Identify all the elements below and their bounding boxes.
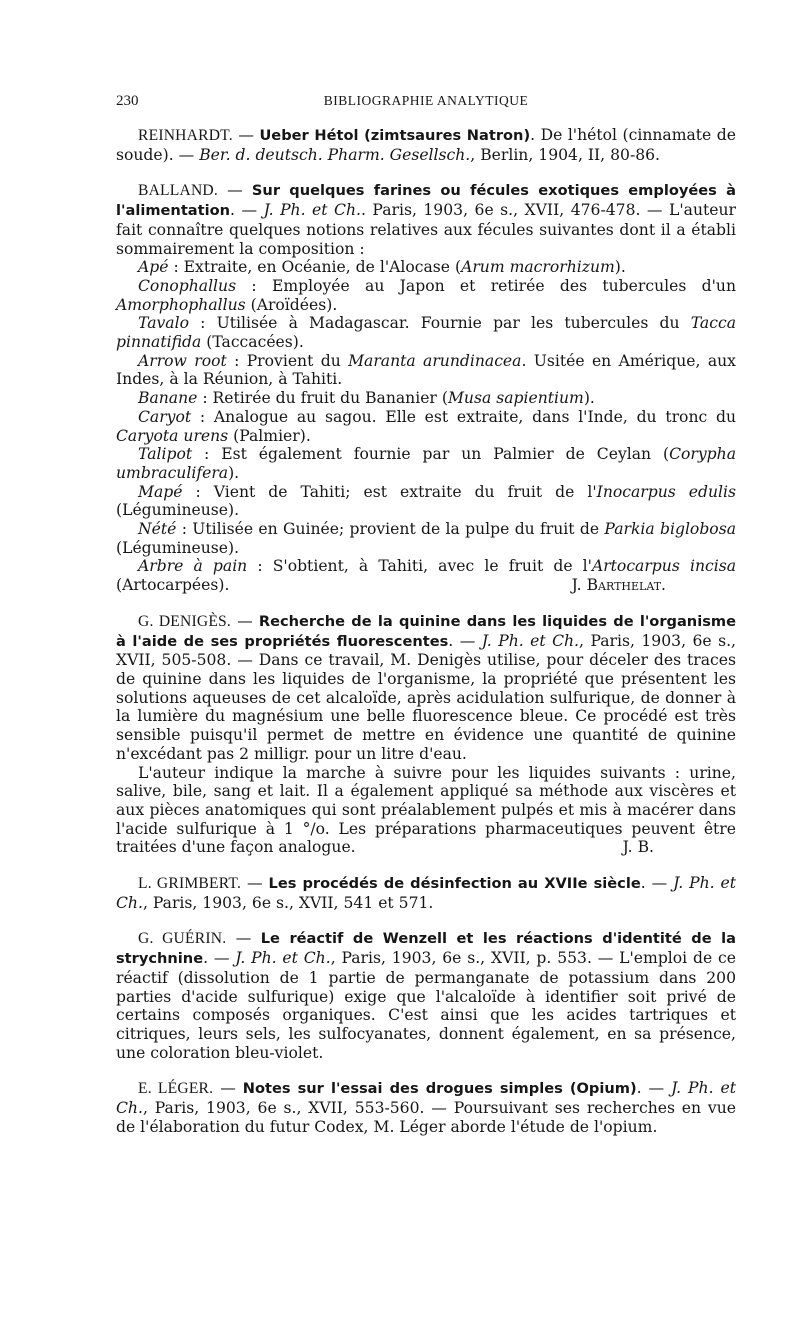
entry-author: L. GRIMBERT. [138, 875, 242, 893]
entry-author: REINHARDT. [138, 127, 233, 144]
item-name: Mapé [138, 482, 183, 501]
item-latin: Artocarpus incisa [591, 557, 737, 576]
separator: . — [636, 1079, 672, 1098]
list-item [116, 277, 736, 314]
item-text: ). [228, 463, 240, 482]
separator: . — [230, 201, 264, 220]
item-text: : S'obtient, à Tahiti, avec le fruit de l' [247, 557, 592, 576]
entry-author: G. GUÉRIN. [138, 930, 227, 948]
entry-title: Le réactif de Wenzell et les réactions d'identité de la strychnine [116, 930, 736, 968]
list-item [116, 557, 736, 594]
entry-text: , Paris, 1903, 6e s., XVII, 541 et 571. [142, 893, 434, 912]
separator: . — [448, 631, 482, 650]
entry-text: . Paris, 1903, 6e s., XVII, 476-478. — L'auteur fait connaître quelques notions relatives aux fécules suivantes dont il a établi sommairement la composition : [116, 201, 736, 258]
item-text: (Taccacées). [201, 333, 304, 352]
item-text: ). [583, 389, 595, 408]
item-text: : Retirée du fruit du Bananier ( [197, 389, 448, 408]
item-name: Arrow root [138, 351, 227, 370]
item-name: Nété [138, 520, 177, 539]
item-text: (Légumineuse). [116, 538, 240, 557]
item-latin: Inocarpus edulis [596, 482, 737, 501]
separator: — [241, 874, 269, 893]
item-name: Banane [138, 389, 198, 408]
item-text: : Utilisée en Guinée; provient de la pulpe du fruit de [176, 520, 605, 539]
list-item [116, 408, 736, 445]
entry-author: E. LÉGER. [138, 1080, 214, 1098]
item-name: Tavalo [138, 314, 189, 333]
separator: . — [203, 949, 236, 968]
item-name: Arbre à pain [138, 557, 248, 576]
item-name: Conophallus [138, 276, 237, 295]
entry-source: J. Ph. et Ch. [116, 1079, 736, 1118]
item-text: : Extraite, en Océanie, de l'Alocase ( [168, 258, 462, 277]
entry-guerin: G. GUÉRIN. — Le réactif de Wenzell et les réactions d'identité de la strychnine. — J. Ph. et Ch., Paris, 1903, 6e s., XVII, p. 553. — L'emploi de ce réactif (dissolution de 1 partie de permanganate de potassium dans 200 parties d'acide sulfurique) exige que l'alcaloïde à identifier soit privé de certains composés organiques. C'est ainsi que les acides tartriques et citriques, leurs sels, les sulfocyanates, donnent également, en sa présence, une coloration bleu-violet. [116, 929, 736, 1062]
item-latin: Corypha umbraculifera [116, 445, 736, 482]
list-item [116, 389, 736, 408]
item-text: : Utilisée à Madagascar. Fournie par les tubercules du [188, 314, 691, 333]
item-latin: Musa sapientium [447, 389, 584, 408]
item-name: Caryot [138, 407, 192, 426]
item-latin: Maranta arundinacea [348, 351, 522, 370]
entry-source: J. Ph. et Ch. [235, 949, 331, 968]
entry-title: Recherche de la quinine dans les liquides de l'organisme à l'aide de ses propriétés fluorescentes [116, 612, 736, 650]
entry-grimbert [116, 874, 736, 912]
entry-text: , Paris, 1903, 6e s., XVII, p. 553. — L'emploi de ce réactif (dissolution de 1 partie de permanganate de potassium dans 200 parties d'acide sulfurique) exige que l'alcaloïde à identifier soit privé de certains composés organiques. C'est ainsi que les acides tartriques et citriques, leurs sels, les sulfocyanates, donnent également, en sa présence, une coloration bleu-violet. [116, 949, 736, 1062]
entry-title: Les procédés de désinfection au XVIIe siècle [268, 875, 641, 893]
entry-text: . De l'hétol (cinnamate de soude). — [116, 126, 736, 164]
signature: J. B. [622, 838, 654, 857]
item-text: . Usitée en Amérique, aux Indes, à la Réunion, à Tahiti. [116, 351, 736, 389]
item-latin: Caryota urens [116, 426, 229, 445]
item-latin: Amorphophallus [116, 295, 246, 314]
item-text: : Analogue au sagou. Elle est extraite, dans l'Inde, du tronc du [191, 407, 736, 426]
signature: J. Barthelat. [571, 576, 666, 595]
entry-source: J. Ph. et Ch. [481, 631, 580, 650]
item-text: : Employée au Japon et retirée des tubercules d'un [236, 276, 736, 295]
page-header [116, 92, 736, 112]
item-text: : Provient du [226, 351, 349, 370]
entry-text: , Berlin, 1904, II, 80-86. [470, 145, 661, 164]
separator: . — [640, 874, 674, 893]
document-page [116, 92, 736, 1153]
entry-balland: BALLAND. — Sur quelques farines ou fécules exotiques employées à l'alimentation. — J. Ph. et Ch.. Paris, 1903, 6e s., XVII, 476-478. — L'auteur fait connaître quelques notions relatives aux fécules suivantes dont il a établi sommairement la composition : Apé : Extraite, en Océanie, de l'Alocase (Arum macrorhizum). Conophallus : Employée au Japon et retirée des tubercules d'un Amorphophallus (Aroïdées). Tavalo : Utilisée à Madagascar. Fournie par les tubercules du Tacca pinnatifida (Taccacées). Arrow root : Provient du Maranta arundinacea. Usitée en Amérique, aux Indes, à la Réunion, à Tahiti. Banane : Retirée du fruit du Bananier (Musa sapientium). Caryot : Analogue au sagou. Elle est extraite, dans l'Inde, du tronc du Caryota urens (Palmier). Talipot : Est également fournie par un Palmier de Ceylan (Corypha umbraculifera). Mapé : Vient de Tahiti; est extraite du fruit de l'Inocarpus edulis (Légumineuse). Nété : Utilisée en Guinée; provient de la pulpe du fruit de Parkia biglobosa (Légumineuse). Arbre à pain : S'obtient, à Tahiti, avec le fruit de l'Artocarpus incisa (Artocarpées). J. Barthelat. [116, 181, 737, 595]
list-item [116, 258, 736, 277]
entry-author: BALLAND. [138, 182, 218, 200]
item-name: Apé [138, 258, 169, 277]
item-latin: Tacca pinnatifida [116, 314, 736, 352]
item-latin: Parkia biglobosa [604, 520, 736, 539]
item-text: ). [614, 258, 626, 277]
item-text: : Vient de Tahiti; est extraite du fruit de l' [182, 482, 597, 501]
item-text: : Est également fournie par un Palmier de Ceylan ( [192, 445, 670, 464]
item-text: (Palmier). [228, 426, 311, 445]
entry-deniges: G. DENIGÈS. — Recherche de la quinine dans les liquides de l'organisme à l'aide de ses propriétés fluorescentes. — J. Ph. et Ch., Paris, 1903, 6e s., XVII, 505-508. — Dans ce travail, M. Denigès utilise, pour déceler des traces de quinine dans les liquides de l'organisme, la propriété que présentent les solutions aqueuses de cet alcaloïde, après acidulation sulfurique, de donner à la lumière du magnésium une belle fluorescence bleue. Ce procédé est très sensible puisqu'il permet de mettre en évidence une quantité de quinine n'excédant pas 2 milligr. pour un litre d'eau. L'auteur indique la marche à suivre pour les liquides suivants : urine, salive, bile, sang et lait. Il a également appliqué sa méthode aux viscères et aux pièces anatomiques qui sont préalablement pulpés et mis à macérer dans l'acide sulfurique à 1 °/o. Les préparations pharmaceutiques peuvent être traitées d'une façon analogue. J. B. [116, 611, 736, 857]
entry-title: Ueber Hétol (zimtsaures Natron) [259, 127, 531, 144]
entry-title: Notes sur l'essai des drogues simples (Opium) [242, 1080, 637, 1098]
running-title: BIBLIOGRAPHIE ANALYTIQUE [323, 93, 529, 108]
entry-source: J. Ph. et Ch. [116, 874, 736, 912]
item-name: Talipot [138, 445, 193, 464]
entry-title: Sur quelques farines ou fécules exotiques employées à l'alimentation [116, 182, 736, 220]
entry-source: Ber. d. deutsch. Pharm. Gesellsch. [199, 145, 471, 164]
entry-author: G. DENIGÈS. [138, 612, 232, 630]
entry-reinhardt: REINHARDT. — Ueber Hétol (zimtsaures Natron). De l'hétol (cinnamate de soude). — Ber. d. deutsch. Pharm. Gesellsch., Berlin, 1904, II, 80-86. [116, 126, 736, 164]
entry-text: L'auteur indique la marche à suivre pour les liquides suivants : urine, salive, bile, sang et lait. Il a également appliqué sa méthode aux viscères et aux pièces anatomiques qui sont préalablement pulpés et mis à macérer dans l'acide sulfurique à 1 °/o. Les préparations pharmaceutiques peuvent être traitées d'une façon analogue. [116, 763, 736, 857]
item-text: (Légumineuse). [116, 501, 240, 520]
list-item [116, 314, 736, 351]
entry-leger: E. LÉGER. — Notes sur l'essai des drogues simples (Opium). — J. Ph. et Ch., Paris, 1903, 6e s., XVII, 553-560. — Poursuivant ses recherches en vue de l'élaboration du futur Codex, M. Léger aborde l'étude de l'opium. [116, 1079, 736, 1136]
list-item [116, 520, 736, 557]
entry-text: , Paris, 1903, 6e s., XVII, 553-560. — Poursuivant ses recherches en vue de l'élaboration du futur Codex, M. Léger aborde l'étude de l'opium. [116, 1099, 736, 1136]
entry-source: J. Ph. et Ch. [263, 201, 361, 220]
item-text: (Artocarpées). [116, 576, 230, 595]
list-item [116, 352, 736, 389]
entry-text: , Paris, 1903, 6e s., XVII, 505-508. — Dans ce travail, M. Denigès utilise, pour déceler des traces de quinine dans les liquides de l'organisme, la propriété que présentent les solutions aqueuses de cet alcaloïde, après acidulation sulfurique, de donner à la lumière du magnésium une belle fluorescence bleue. Ce procédé est très sensible puisqu'il permet de mettre en évidence une quantité de quinine n'excédant pas 2 milligr. pour un litre d'eau. [116, 631, 736, 763]
item-latin: Arum macrorhizum [461, 258, 615, 277]
list-item [116, 445, 736, 482]
list-item [116, 483, 736, 520]
page-number: 230 [116, 93, 139, 109]
item-text: (Aroïdées). [245, 295, 338, 314]
